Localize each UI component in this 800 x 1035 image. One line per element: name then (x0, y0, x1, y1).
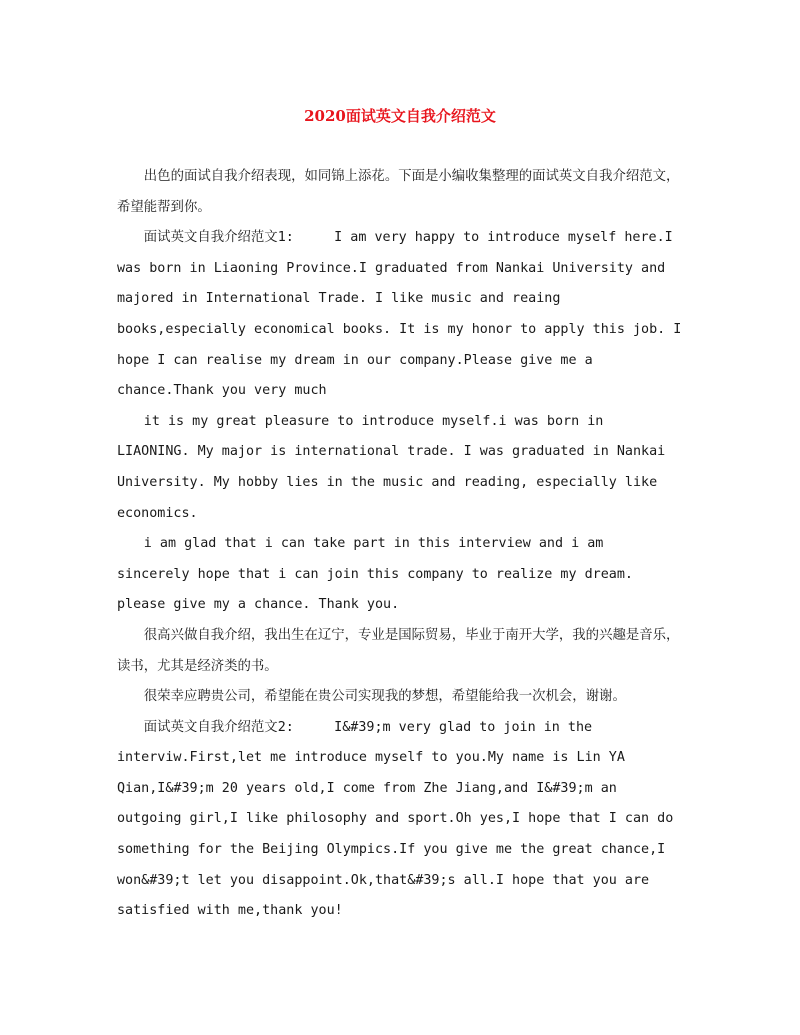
paragraph-sample-2: 面试英文自我介绍范文2: I&#39;m very glad to join in the interviw.First,let me introduce myself to you.My name is Lin YA Qian,I&#39;m 20 years old,I come from Zhe Jiang,and I&#39;m an outgoing girl,I like philosophy and sport.Oh yes,I hope that I can do something for the Beijing Olympics.If you give me the great chance,I won&#39;t let you disappoint.Ok,that&#39;s all.I hope that you are satisfied with me,thank you! (117, 719, 682, 919)
paragraph-sample-1-closing: i am glad that i can take part in this interview and i am sincerely hope that i can join this company to realize my dream. please give my a chance. Thank you. (117, 536, 642, 613)
paragraph-chinese-intro: 很高兴做自我介绍，我出生在辽宁，专业是国际贸易，毕业于南开大学，我的兴趣是音乐，读书，尤其是经济类的书。 (117, 627, 680, 674)
paragraph-sample-1: 面试英文自我介绍范文1: I am very happy to introduce myself here.I was born in Liaoning Province.I graduated from Nankai University and majored in International Trade. I like music and reaing books,especially economical books. It is my honor to apply this job. I hope I can realise my dream in our company.Please give me a chance.Thank you very much (117, 230, 690, 399)
document-title: 2020面试英文自我介绍范文 (304, 107, 496, 125)
document-body (117, 162, 690, 927)
paragraph-intro: 出色的面试自我介绍表现，如同锦上添花。下面是小编收集整理的面试英文自我介绍范文，希望能帮到你。 (117, 169, 680, 215)
paragraph-chinese-closing: 很荣幸应聘贵公司，希望能在贵公司实现我的梦想，希望能给我一次机会，谢谢。 (143, 689, 626, 705)
paragraph-sample-1-alt: it is my great pleasure to introduce myself.i was born in LIAONING. My major is international trade. I was graduated in Nankai University. My hobby lies in the music and reading, especially like economics. (117, 413, 674, 521)
